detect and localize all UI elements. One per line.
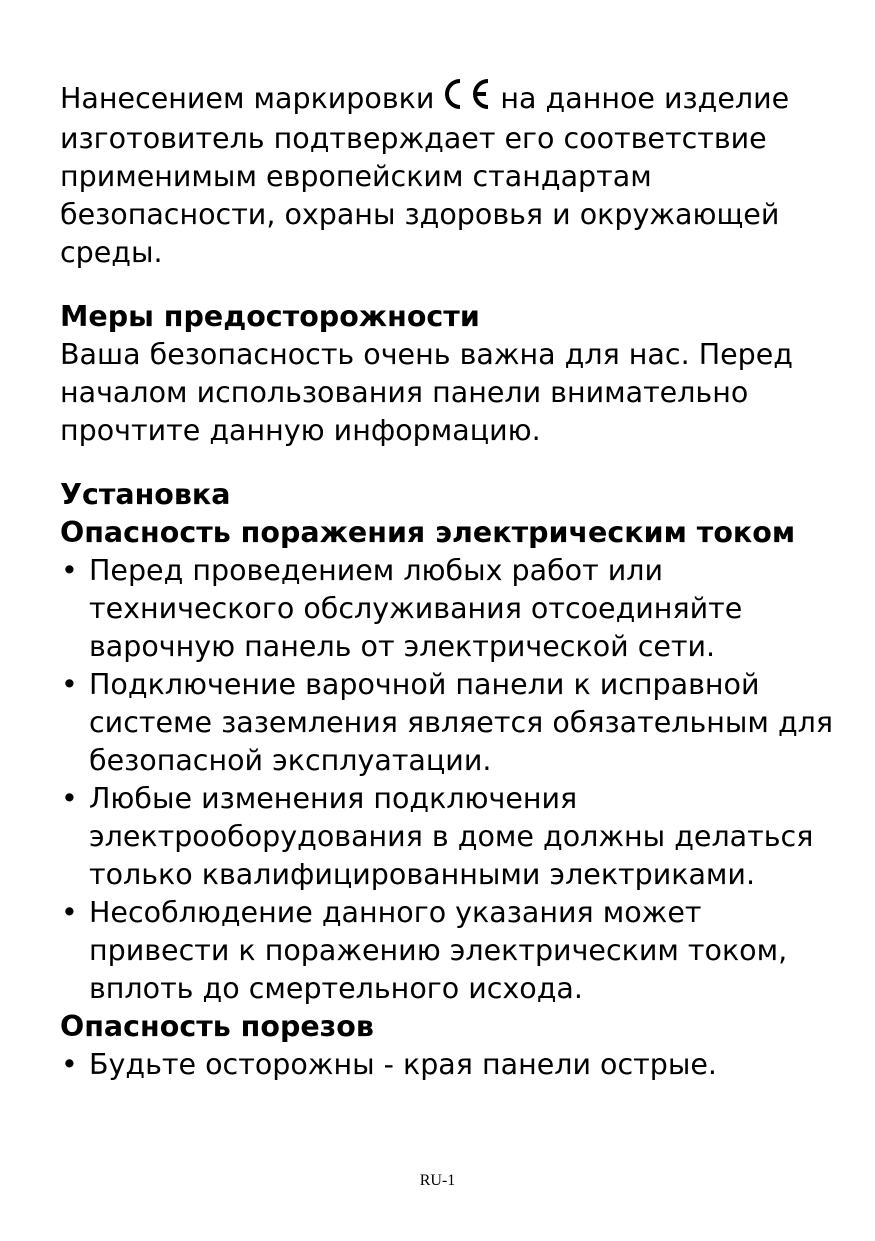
precautions-text: Ваша безопасность очень важна для нас. Перед началом использования панели внимательно прочтите данную информацию. (60, 338, 793, 447)
ce-intro-after: на данное изделие изготовитель подтверждает его соответствие применимым европейским стандартам безопасности, охраны здоровья и окружающей среды. (60, 82, 790, 269)
electric-shock-list (60, 552, 835, 1008)
manual-page (60, 78, 835, 1084)
ce-mark-icon (438, 78, 494, 120)
list-item-text: Любые изменения подключения электрооборудования в доме должны делаться только квалифицированными электриками. (89, 782, 814, 891)
ce-intro-before: Нанесением маркировки (60, 82, 435, 115)
bullet-icon: • (61, 782, 78, 815)
bullet-icon: • (61, 554, 78, 587)
list-item (60, 1046, 835, 1084)
list-item (60, 666, 835, 780)
list-item-text: Несоблюдение данного указания может привести к поражению электрическим током, вплоть до смертельного исхода. (89, 896, 788, 1005)
list-item-text: Перед проведением любых работ или технического обслуживания отсоединяйте варочную панель от электрической сети. (89, 554, 743, 663)
bullet-icon: • (61, 896, 78, 929)
bullet-icon: • (61, 1048, 78, 1081)
installation-heading: Установка (60, 478, 231, 511)
precautions-heading: Меры предосторожности (60, 300, 480, 333)
list-item-text: Будьте осторожны - края панели острые. (89, 1048, 717, 1081)
list-item (60, 894, 835, 1008)
ce-intro-paragraph (60, 78, 835, 272)
bullet-icon: • (61, 668, 78, 701)
list-item-text: Подключение варочной панели к исправной системе заземления является обязательным для безопасной эксплуатации. (89, 668, 834, 777)
list-item (60, 552, 835, 666)
page-number: RU-1 (419, 1172, 456, 1189)
electric-shock-heading: Опасность поражения электрическим током (60, 516, 796, 549)
cut-hazard-list (60, 1046, 835, 1084)
list-item (60, 780, 835, 894)
cut-hazard-heading: Опасность порезов (60, 1010, 374, 1043)
